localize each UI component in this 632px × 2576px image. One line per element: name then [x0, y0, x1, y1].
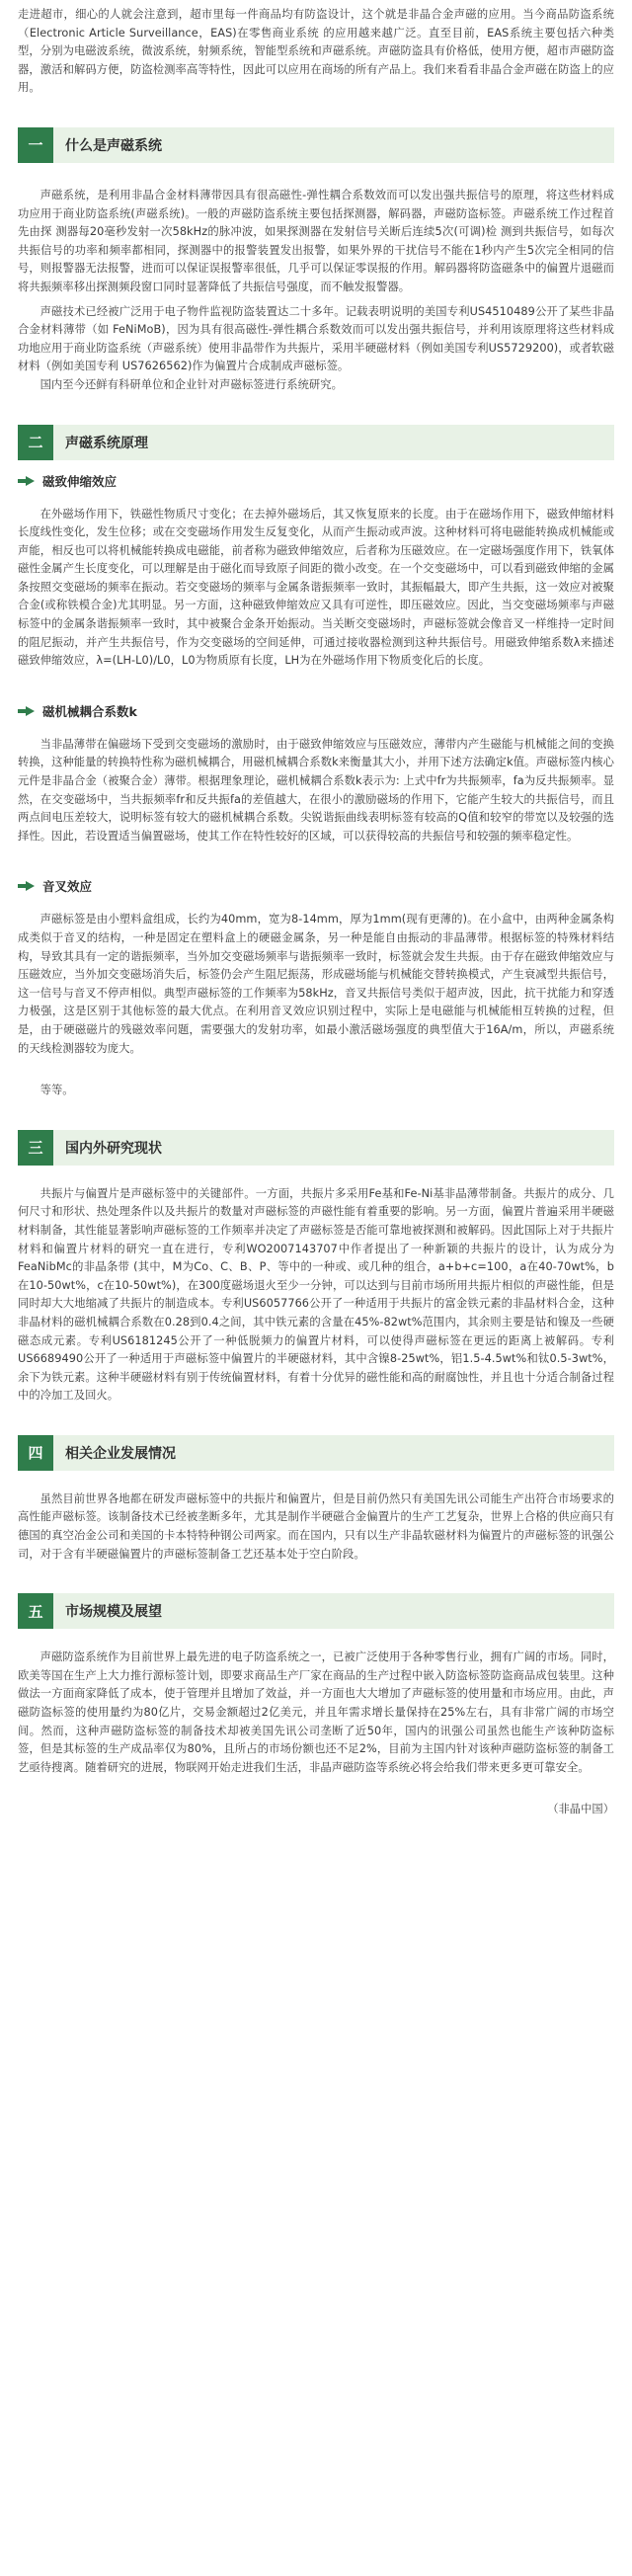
subsection-header [18, 875, 614, 897]
subsection-title: 音叉效应 [42, 879, 93, 895]
arrow-head-icon [26, 476, 35, 486]
arrow-head-icon [26, 881, 35, 891]
section-title: 声磁系统原理 [65, 435, 148, 451]
paragraph: 声磁标签是由小塑料盒组成，长约为40mm，宽为8-14mm，厚为1mm(现有更薄的)。在小盒中，由两种金属条构成类似于音叉的结构，一种是固定在塑料盒上的硬磁金属条，另一种是能自由振动的非晶薄带。根据标签的特殊材料结构，导致其具有一定的谐振频率，当外加交变磁场频率与谐振频率一致时，标签就会发生共振。由于存在磁致伸缩效应与压磁效应，当外加交变磁场消失后，标签仍会产生阻尼振荡，形成磁场能与机械能交替转换模式，产生衰减型共振信号，这一信号与音叉不停声相似。典型声磁标签的工作频率为58kHz，音叉共振信号类似于超声波，因此，抗干扰能力和穿透力极强，这是区别于其他标签的最大优点。在利用音叉效应识别过程中，实际上是电磁能与机械能相互转换的过程，但是，由于硬磁磁片的残磁效率问题，需要强大的发射功率，如最小激活磁场强度的典型值大于16A/m，所以，声磁系统的天线检测器较为庞大。 [18, 913, 614, 1055]
arrow-icon [18, 884, 26, 888]
section-title: 什么是声磁系统 [65, 137, 162, 154]
intro-paragraph: 走进超市，细心的人就会注意到，超市里每一件商品均有防盗设计，这个就是非晶合金声磁的应用。当今商品防盗系统（Electronic Article Surveillance，EAS)在零售商业系统 的应用越来越广泛。直至目前，EAS系统主要包括六种类型，分别为电磁波系统，微波系统，射频系统，智能型系统和声磁系统。声磁防盗具有价格低，使用方便，超市声磁防盗器，激活和解码方便，防盗检测率高等特性，因此可以应用在商场的所有产品上。我们来看看非晶合金声磁在防盗上的应用。 [18, 8, 614, 95]
section-header-5 [18, 1593, 614, 1629]
section-number: 一 [18, 127, 53, 163]
source-byline: （非晶中国） [547, 1803, 614, 1816]
paragraph: 共振片与偏置片是声磁标签中的关键部件。一方面，共振片多采用Fe基和Fe-Ni基非晶薄带制备。共振片的成分、几何尺寸和形状、热处理条件以及共振片的数量对声磁标签的声磁性能有着重要的影响。另一方面，偏置片普遍采用半硬磁材料制备，其性能显著影响声磁标签的工作频率并决定了声磁标签是否能可靠地被探测和被解码。因此国际上对于共振片材料和偏置片材料的研究一直在进行，专利WO2007143707中作者提出了一种新颖的共振片的设计，认为成分为FeaNibMc的非晶条带 (其中，M为Co、C、B、P、等中的一种或、或几种的组合，a+b+c=100，a在40-70wt%，b在10-50wt%，c在10-50wt%)，在300度磁场退火至少一分钟，可以达到与目前市场所用共振片相似的声磁性能，但是同时却大大地缩减了共振片的制造成本。专利US6057766公开了一种适用于共振片的富金铁元素的非晶材料合金，这种非晶材料的磁机械耦合系数在0.28到0.4之间，其中铁元素的含量在45%-82wt%范围内，其余则主要是钴和镍及一些硬磁态成元素。专利US6181245公开了一种低脱频力的偏置片材料，可以使得声磁标签在更远的距离上被解码。专利US6689490公开了一种适用于声磁标签中偏置片的半硬磁材料，其中含镍8-25wt%，铝1.5-4.5wt%和钛0.5-3wt%，余下为铁元素。这种半硬磁材料有别于传统偏置材料，有着十分优异的磁性能和高的耐腐蚀性，并且也十分适合制备过程中的冷加工及回火。 [18, 1186, 614, 1403]
arrow-head-icon [26, 706, 35, 716]
paragraph: 声磁技术已经被广泛用于电子物件监视防盗装置达二十多年。记载表明说明的美国专利US4510489公开了某些非晶合金材料薄带（如 FeNiMoB)，因为具有很高磁性-弹性耦合系数效而可以发出强共振信号，并利用该原理将这些材料成功地应用于商业防盗系统（声磁系统）使用非晶带作为共振片，采用半硬磁材料（例如美国专利US5729200)，或者软磁材料（例如美国专利 US7626562)作为偏置片合成制成声磁标签。 [18, 304, 614, 373]
subsection-title: 磁致伸缩效应 [42, 473, 118, 489]
section-number: 三 [18, 1130, 53, 1166]
section-title: 相关企业发展情况 [65, 1445, 176, 1462]
paragraph: 当非晶薄带在偏磁场下受到交变磁场的激励时，由于磁致伸缩效应与压磁效应，薄带内产生磁能与机械能之间的变换转换，这种能量的转换特性称为磁机械耦合，用磁机械耦合系数k来衡量其大小，并用下述方法确定k值。声磁标签内核心元件是非晶合金（被聚合金）薄带。根据理象理论，磁机械耦合系数k表示为: 上式中fr为共振频率，fa为反共振频率。显然，在交变磁场中，当共振频率fr和反共振fa的差值越大，在很小的激励磁场的作用下，它能产生较大的共振信号，而且两点间电压差较大，说明标签有较大的磁机械耦合系数。尖锐谐振曲线表明标签有较高的Q值和较窄的带宽以及较强的选择性。因此，若设置适当偏置磁场，使其工作在特性较好的区域，可以获得较高的共振信号和较强的频率稳定性。 [18, 737, 614, 843]
section-header-4 [18, 1435, 614, 1471]
paragraph: 虽然目前世界各地都在研发声磁标签中的共振片和偏置片，但是目前仍然只有美国先讯公司能生产出符合市场要求的高性能声磁标签。该制备技术已经被垄断多年，尤其是制作半硬磁合金偏置片的生产工艺复杂，世界上合格的供应商只有德国的真空冶金公司和美国的卡本特特种钢公司两家。而在国内，只有以生产非晶软磁材料为偏置片的声磁标签的讯强公司，对于含有半硬磁偏置片的声磁标签制备工艺还基本处于空白阶段。 [18, 1491, 614, 1561]
paragraph: 声磁防盗系统作为目前世界上最先进的电子防盗系统之一，已被广泛使用于各种零售行业，拥有广阔的市场。同时，欧美等国在生产上大力推行源标签计划，即要求商品生产厂家在商品的生产过程中嵌入防盗标签防盗商品成包装里。这种做法一方面商家降低了成本，使于管理并且增加了效益，并一方面也大大增加了声磁标签的使用量和市场应用。由此，声磁防盗标签的使用量约为80亿片，交易金额超过2亿美元，并且年需求增长量保持在25%左右，具有非常广阔的市场空间。然而，这种声磁防盗标签的制备技术却被美国先讯公司垄断了近50年，国内的讯强公司虽然也能生产该种防盗标签，但是其标签的生产成品率仅为80%，且所占的市场份额也还不足2%，目前为主国内针对该种声磁防盗标签的制备工艺亟待搜离。随着研究的进展，物联网开始走进我们生活，非晶声磁防盗等系统必将会给我们带来更多更可靠安全。 [18, 1650, 614, 1774]
section-title: 国内外研究现状 [65, 1140, 162, 1157]
section-number: 四 [18, 1435, 53, 1471]
section-title: 市场规模及展望 [65, 1604, 162, 1621]
section-number: 五 [18, 1593, 53, 1629]
section-number: 二 [18, 425, 53, 460]
subsection-header [18, 470, 614, 492]
section-header-1 [18, 127, 614, 163]
paragraph: 等等。 [40, 1084, 74, 1097]
arrow-icon [18, 709, 26, 713]
section-header-3 [18, 1130, 614, 1166]
subsection-header [18, 700, 614, 722]
paragraph: 国内至今还鲜有科研单位和企业针对声磁标签进行系统研究。 [40, 377, 343, 391]
arrow-icon [18, 479, 26, 483]
subsection-title: 磁机械耦合系数k [42, 703, 137, 719]
paragraph: 在外磁场作用下，铁磁性物质尺寸变化；在去掉外磁场后，其又恢复原来的长度。由于在磁场作用下，磁致伸缩材料长度线性变化，发生位移；或在交变磁场作用发生反复变化，从而产生振动或声波。这种材料可将电磁能转换成机械能或声能，相反也可以将机械能转换成电磁能，前者称为磁致伸缩效应，后者称为压磁效应。在一定磁场强度作用下，铁氧体磁性金属产生长度变化，可以理解是由于磁化而导致原子间距的微小改变。在一个交变磁场中，可以看到磁致伸缩的金属条按照交变磁场的频率在振动。若交变磁场的频率与金属条谐振频率一致时，其振幅最大，即产生共振，这一效应对被聚合金(或称铁模合金)尤其明显。另一方面，这种磁致伸缩效应又具有可逆性，即压磁效应。因此，当交变磁场频率与声磁标签中的金属条谐振频率一致时，其中被聚合金条开始振动。当关断交变磁场时，声磁标签就会像音叉一样维持一定时间的阻尼振动，并产生共振信号，作为交变磁场的空间延伸，可通过接收器检测到这种共振信号。用磁致伸缩系数λ来描述磁致伸缩效应，λ=(LH-L0)/L0，L0为物质原有长度，LH为在外磁场作用下物质变化后的长度。 [18, 507, 614, 668]
section-header-2 [18, 425, 614, 460]
paragraph: 声磁系统，是利用非晶合金材料薄带因具有很高磁性-弹性耦合系数效而可以发出强共振信号的原理，将这些材料成功应用于商业防盗系统(声磁系统)。一般的声磁防盗系统主要包括探测器，解码器，声磁防盗标签。声磁系统工作过程首先由探 测器每20毫秒发射一次58kHz的脉冲波，如果探测器在发射信号关断后连续5次(可调)检 测到共振信号，如每次共振信号的功率和频率都相同，探测器中的报警装置发出报警，如果外界的干扰信号不能在1秒内产生5次完全相同的信号，则报警器无法报警，进而可以保证误报警率很低，几乎可以保证零误报的作用。解码器将防盗磁条中的偏置片退磁而将共振频率移出探测频段窗口同时显著降低了共振信号强度，而不触发报警器。 [18, 188, 614, 293]
